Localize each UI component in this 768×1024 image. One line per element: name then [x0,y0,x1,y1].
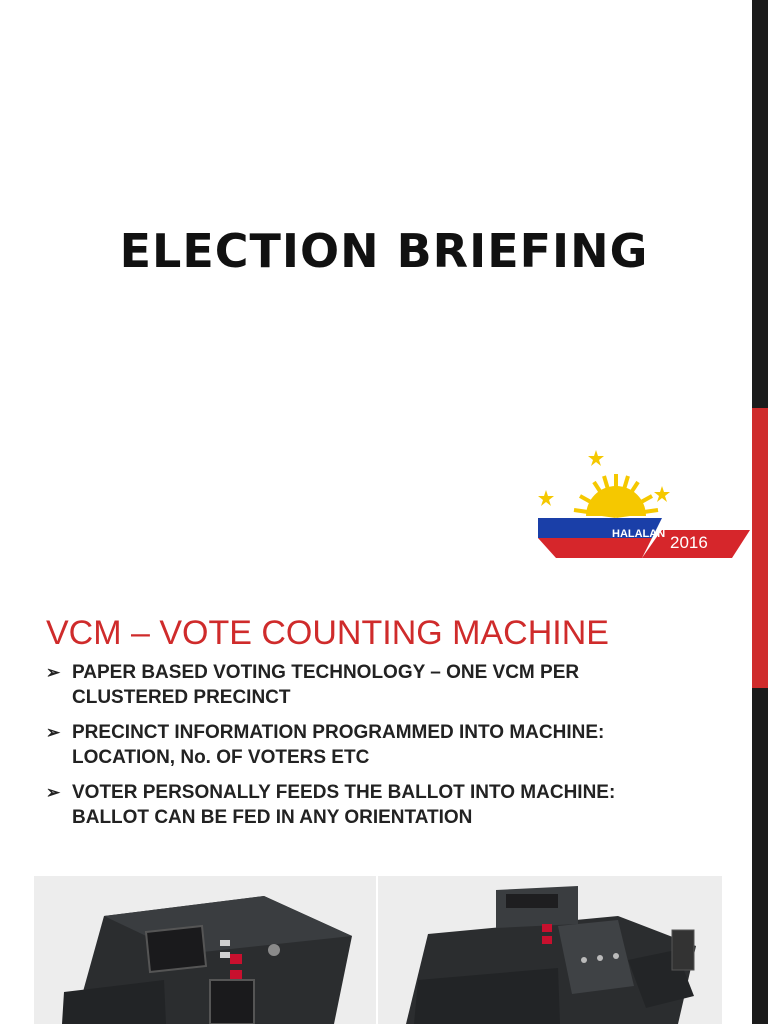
arrow-bullet-icon: ➢ [46,783,61,802]
arrow-bullet-icon: ➢ [46,663,61,682]
section-title: VCM – VOTE COUNTING MACHINE [46,614,609,652]
sun-icon [574,474,658,516]
halalan-logo [534,444,754,564]
logo-label: HALALAN [612,528,666,540]
edge-bar-top [752,0,768,408]
logo-year: 2016 [670,533,708,552]
list-item [46,660,746,710]
list-item [46,720,746,770]
vcm-photo-front [34,876,376,1024]
vcm-photo-open [378,876,722,1024]
bullet-line: PRECINCT INFORMATION PROGRAMMED INTO MACHINE: [72,722,605,743]
bullet-list [46,660,746,840]
bullet-line: VOTER PERSONALLY FEEDS THE BALLOT INTO MACHINE: [72,782,616,803]
list-item [46,780,746,830]
slide-title: ELECTION BRIEFING [119,224,649,278]
bullet-line: LOCATION, No. OF VOTERS ETC [72,747,370,768]
edge-bar-accent [752,408,768,688]
edge-bar-bottom [752,688,768,1024]
bullet-line: PAPER BASED VOTING TECHNOLOGY – ONE VCM PER [72,662,580,683]
arrow-bullet-icon: ➢ [46,723,61,742]
bullet-line: BALLOT CAN BE FED IN ANY ORIENTATION [72,807,473,828]
bullet-line: CLUSTERED PRECINCT [72,687,291,708]
